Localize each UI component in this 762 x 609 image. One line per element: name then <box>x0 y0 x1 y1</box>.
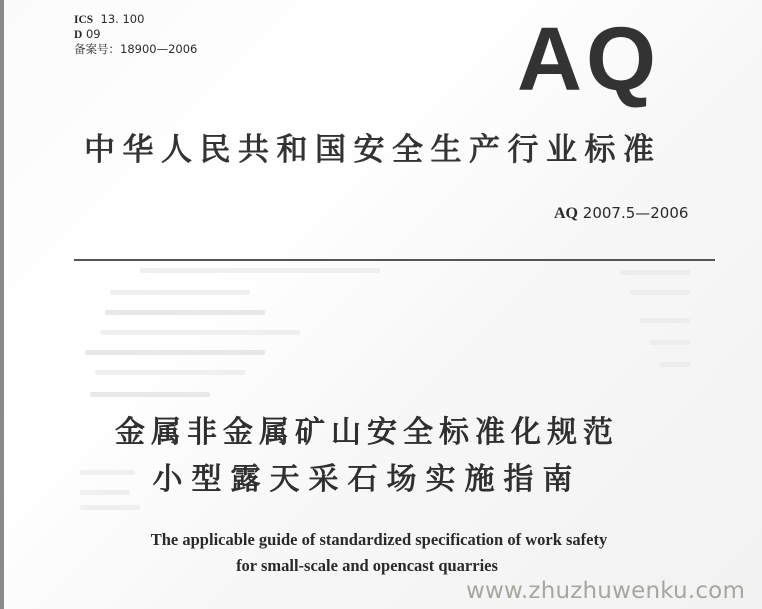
standard-prefix: AQ <box>554 205 578 222</box>
scan-edge-strip <box>0 0 4 609</box>
title-zh-line2: 小型露天采石场实施指南 <box>152 462 582 497</box>
filing-number: 备案号：18900—2006 <box>74 42 198 56</box>
classification-block <box>74 12 197 56</box>
title-en-line2: for small-scale and opencast quarries <box>236 556 498 575</box>
title-zh-line1: 金属非金属矿山安全标准化规范 <box>115 415 619 450</box>
ics-code: ICS 13. 100 <box>74 12 145 26</box>
standard-value: 2007.5—2006 <box>582 204 689 222</box>
standard-number <box>554 204 688 223</box>
aq-logo: AQ <box>517 10 660 110</box>
ccs-code: D 09 <box>74 27 101 41</box>
header-rule <box>74 259 715 261</box>
site-watermark: www.zhuzhuwenku.com <box>466 578 746 604</box>
issuer-title: 中华人民共和国安全生产行业标准 <box>84 132 662 168</box>
title-en-line1: The applicable guide of standardized specification of work safety <box>150 530 608 549</box>
